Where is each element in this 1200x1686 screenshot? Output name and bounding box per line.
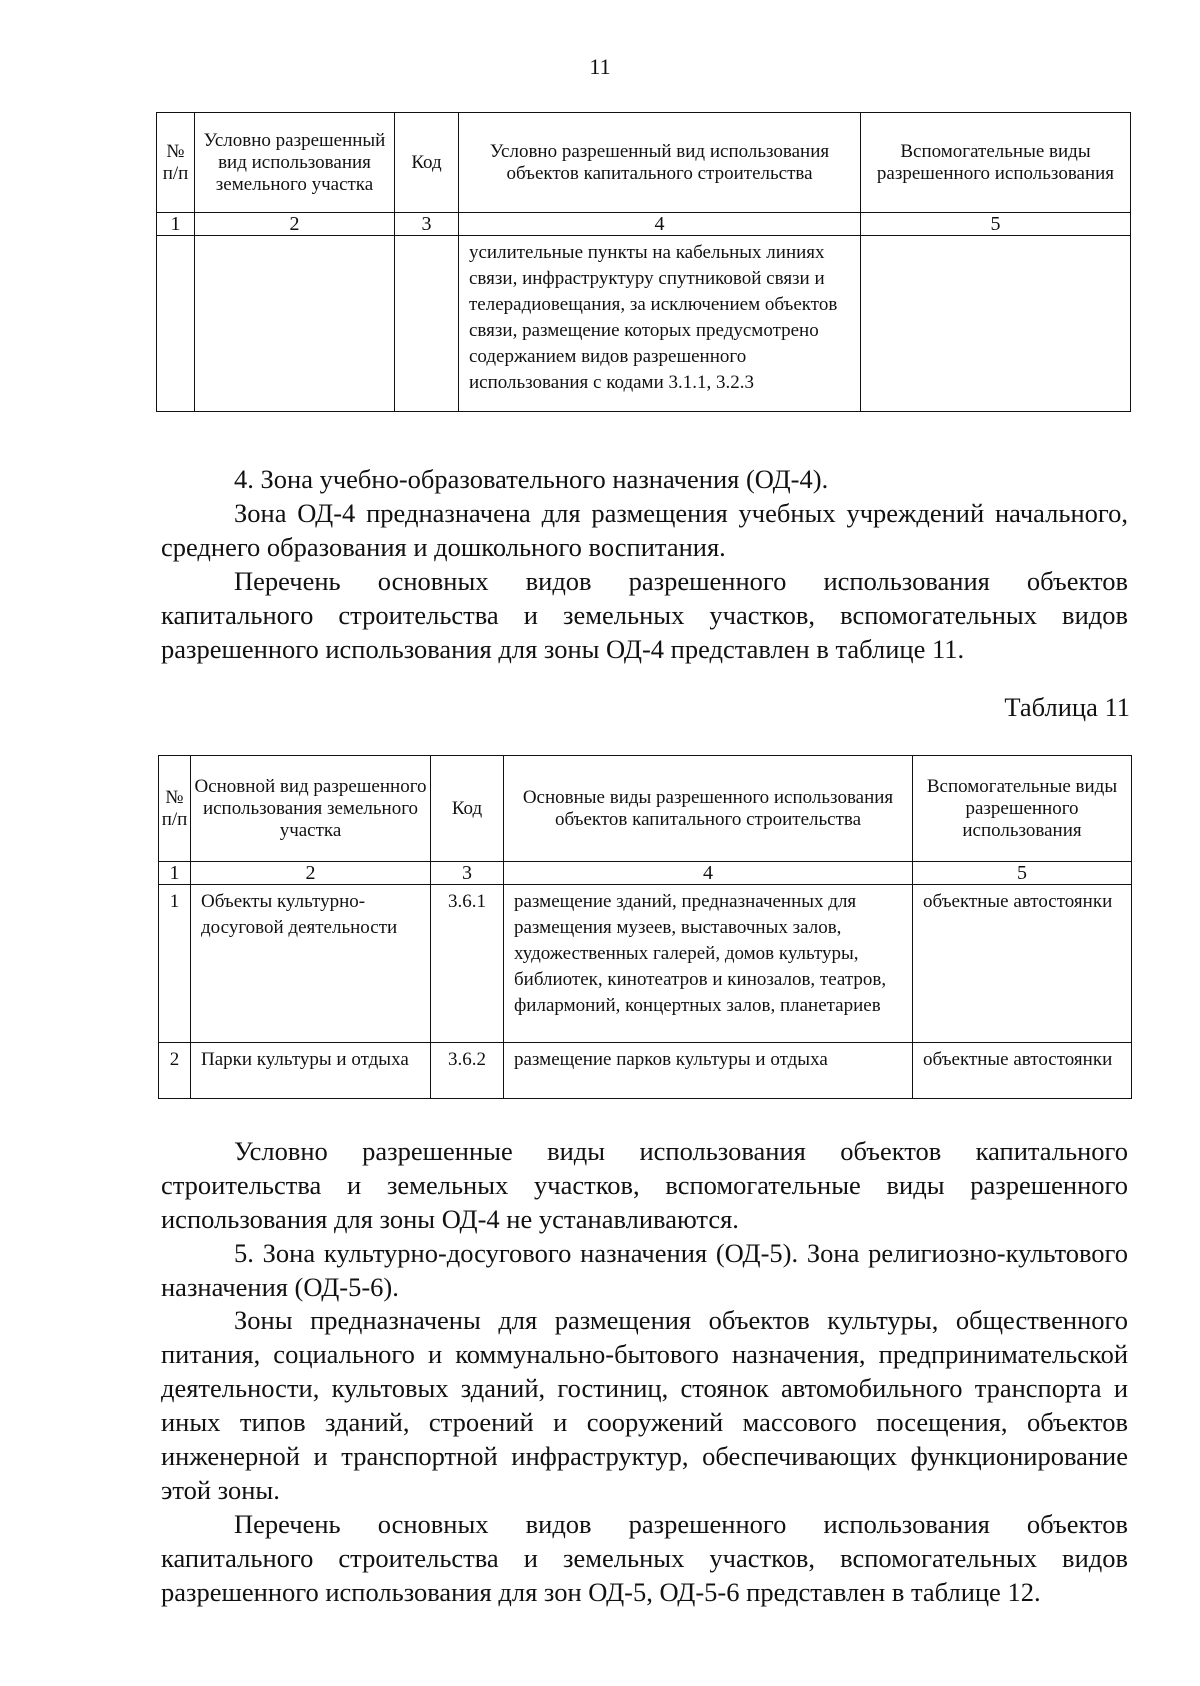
row-land-use-type: Парки культуры и отдыха (191, 1043, 431, 1099)
column-number-row (157, 213, 1131, 236)
header-code: Код (395, 113, 459, 213)
table-header-row (159, 756, 1132, 862)
section-4-heading: 4. Зона учебно-образовательного назначения (ОД-4). (234, 464, 829, 494)
column-number: 3 (395, 213, 459, 236)
column-number: 5 (861, 213, 1131, 236)
table-row (159, 885, 1132, 1043)
column-number: 1 (159, 862, 191, 885)
column-number: 2 (195, 213, 395, 236)
section-4-purpose: Зона ОД-4 предназначена для размещения учебных учреждений начального, среднего образования и дошкольного воспитания. (161, 498, 1128, 562)
row-code: 3.6.1 (431, 885, 504, 1043)
section-5-heading: 5. Зона культурно-досугового назначения (ОД-5). Зона религиозно-культового назначения (ОД-5-6). (161, 1238, 1128, 1302)
row-land-use-type (195, 236, 395, 412)
row-number (157, 236, 195, 412)
table-row (157, 236, 1131, 412)
conditional-use-note: Условно разрешенные виды использования объектов капитального строительства и земельных участков, вспомогательные виды разрешенного использования для зоны ОД-4 не устанавливаются. (161, 1136, 1128, 1234)
column-number: 3 (431, 862, 504, 885)
column-number-row (159, 862, 1132, 885)
column-number: 2 (191, 862, 431, 885)
row-number: 1 (159, 885, 191, 1043)
row-auxiliary: объектные автостоянки (913, 885, 1132, 1043)
row-code: 3.6.2 (431, 1043, 504, 1099)
column-number: 4 (459, 213, 861, 236)
header-construction-use: Условно разрешенный вид использования объектов капитального строительства (459, 113, 861, 213)
section-5-purpose: Зоны предназначены для размещения объектов культуры, общественного питания, социального и коммунально-бытового назначения, предпринимательской деятельности, культовых зданий, гостиниц, стоянок автомобильного транспорта и иных типов зданий, строений и сооружений массового посещения, объектов инженерной и транспортной инфраструктур, обеспечивающих функционирование этой зоны. (161, 1305, 1128, 1505)
header-auxiliary-use: Вспомогательные виды разрешенного использования (861, 113, 1131, 213)
section-4-list-intro: Перечень основных видов разрешенного использования объектов капитального строительства и земельных участков, вспомогательных видов разрешенного использования для зоны ОД-4 представлен в таблице 11. (161, 566, 1128, 664)
section-5-list-intro: Перечень основных видов разрешенного использования объектов капитального строительства и земельных участков, вспомогательных видов разрешенного использования для зон ОД-5, ОД-5-6 представлен в таблице 12. (161, 1509, 1128, 1607)
table-11 (158, 755, 1132, 1099)
table-11-caption: Таблица 11 (1004, 692, 1130, 722)
header-construction-use: Основные виды разрешенного использования объектов капитального строительства (504, 756, 913, 862)
row-description: размещение зданий, предназначенных для размещения музеев, выставочных залов, художественных галерей, домов культуры, библиотек, кинотеатров и кинозалов, театров, филармоний, концертных залов, планетариев (504, 885, 913, 1043)
header-number: № п/п (159, 756, 191, 862)
row-auxiliary (861, 236, 1131, 412)
header-number: № п/п (157, 113, 195, 213)
row-number: 2 (159, 1043, 191, 1099)
row-description: усилительные пункты на кабельных линиях связи, инфраструктуру спутниковой связи и телерадиовещания, за исключением объектов связи, размещение которых предусмотрено содержанием видов разрешенного использования с кодами 3.1.1, 3.2.3 (459, 236, 861, 412)
header-code: Код (431, 756, 504, 862)
table-row (159, 1043, 1132, 1099)
row-description: размещение парков культуры и отдыха (504, 1043, 913, 1099)
header-land-use-type: Условно разрешенный вид использования земельного участка (195, 113, 395, 213)
table-continuation (156, 112, 1131, 412)
table-header-row (157, 113, 1131, 213)
row-auxiliary: объектные автостоянки (913, 1043, 1132, 1099)
column-number: 1 (157, 213, 195, 236)
column-number: 5 (913, 862, 1132, 885)
row-land-use-type: Объекты культурно-досуговой деятельности (191, 885, 431, 1043)
row-code (395, 236, 459, 412)
header-auxiliary-use: Вспомогательные виды разрешенного использования (913, 756, 1132, 862)
column-number: 4 (504, 862, 913, 885)
page-number: 11 (589, 54, 611, 79)
header-land-use-type: Основной вид разрешенного использования земельного участка (191, 756, 431, 862)
